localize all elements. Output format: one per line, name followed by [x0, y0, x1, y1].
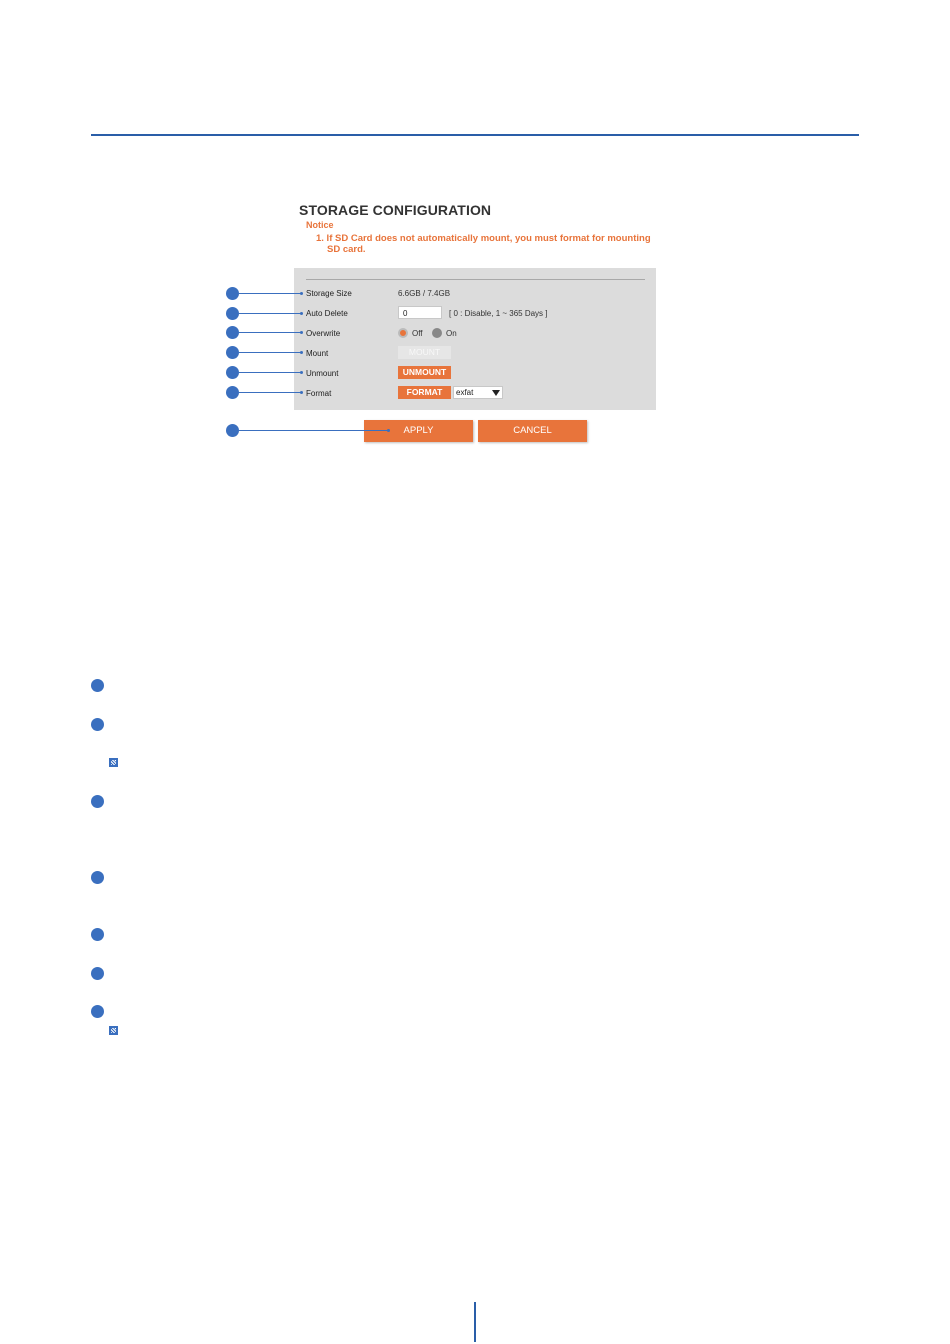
- overwrite-on-label: On: [446, 329, 457, 338]
- format-type-select[interactable]: [453, 386, 503, 399]
- callout-marker: [226, 326, 239, 339]
- description-bullet: [91, 718, 104, 731]
- description-bullet: [91, 795, 104, 808]
- format-button[interactable]: FORMAT: [398, 386, 451, 399]
- callout-marker: [226, 307, 239, 320]
- unmount-label: Unmount: [306, 369, 339, 378]
- callout-marker: [226, 424, 239, 437]
- callout-leader-line: [239, 313, 302, 314]
- storage-size-value: 6.6GB / 7.4GB: [398, 289, 451, 298]
- auto-delete-hint: [ 0 : Disable, 1 ~ 365 Days ]: [449, 309, 548, 318]
- callout-marker: [226, 346, 239, 359]
- notice-label: Notice: [306, 220, 334, 230]
- overwrite-label: Overwrite: [306, 329, 341, 338]
- mount-button[interactable]: MOUNT: [398, 346, 451, 359]
- panel-divider: [306, 279, 645, 280]
- callout-leader-line: [239, 293, 302, 294]
- callout-leader-line: [239, 352, 302, 353]
- cancel-button[interactable]: CANCEL: [478, 420, 587, 442]
- page-title: STORAGE CONFIGURATION: [299, 202, 492, 218]
- note-icon: [109, 758, 118, 767]
- auto-delete-label: Auto Delete: [306, 309, 348, 318]
- callout-leader-line: [239, 430, 389, 431]
- overwrite-off-label: Off: [412, 329, 423, 338]
- note-icon: [109, 1026, 118, 1035]
- callout-marker: [226, 287, 239, 300]
- format-label: Format: [306, 389, 332, 398]
- header-rule: [91, 134, 859, 136]
- notice-line-2: SD card.: [327, 244, 366, 255]
- description-bullet: [91, 928, 104, 941]
- description-bullet: [91, 871, 104, 884]
- description-bullet: [91, 679, 104, 692]
- callout-marker: [226, 386, 239, 399]
- apply-button[interactable]: APPLY: [364, 420, 473, 442]
- storage-size-label: Storage Size: [306, 289, 352, 298]
- format-type-value: exfat: [456, 388, 474, 397]
- callout-leader-line: [239, 372, 302, 373]
- notice-text: [316, 233, 656, 255]
- unmount-button[interactable]: UNMOUNT: [398, 366, 451, 379]
- description-bullet: [91, 967, 104, 980]
- callout-leader-line: [239, 332, 302, 333]
- dropdown-arrow-icon: [492, 390, 500, 396]
- mount-label: Mount: [306, 349, 329, 358]
- callout-leader-line: [239, 392, 302, 393]
- overwrite-on-radio[interactable]: [432, 328, 442, 338]
- description-bullet: [91, 1005, 104, 1018]
- notice-line-1: 1. If SD Card does not automatically mount, you must format for mounting: [316, 233, 651, 244]
- footer-rule: [474, 1302, 476, 1342]
- overwrite-off-radio[interactable]: [398, 328, 408, 338]
- auto-delete-input[interactable]: 0: [398, 306, 442, 319]
- callout-marker: [226, 366, 239, 379]
